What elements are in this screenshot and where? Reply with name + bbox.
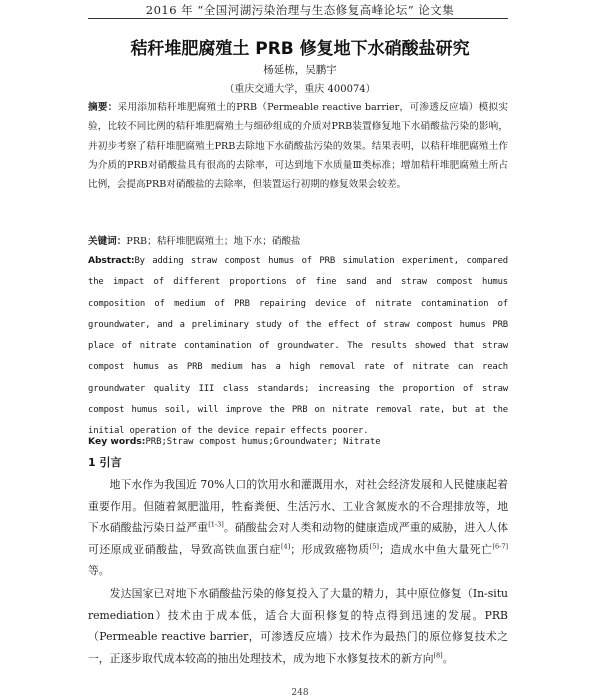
abstract-en-label: Abstract: <box>88 255 135 266</box>
para1-text-b: 。硝酸盐会对人类和动物的健康造成严重的威胁，进入人体可还原成亚硝酸盐，导致高铁血蛋白症 <box>88 521 509 556</box>
abstract-en-text: By adding straw compost humus of PRB simulation experiment, compared the impact of different proportions of fine sand and straw compost humus composition of medium of PRB repairing device of nitrate contamination of groundwater, and a preliminary study of the effect of straw compost humus PRB place of nitrate contamination of groundwater. The results showed that straw compost humus as PRB medium has a high removal rate of nitrate can reach groundwater quality III class standards; increasing the proportion of straw compost humus soil, will improve the PRB on nitrate removal rate, but at the initial operation of the device repair effects poorer. <box>88 256 508 437</box>
section-heading-introduction: 1 引言 <box>88 456 122 469</box>
abstract-cn-label: 摘要： <box>88 102 118 113</box>
abstract-cn <box>88 98 508 194</box>
body-paragraph-1 <box>88 474 508 582</box>
para2-text-a: 发达国家已对地下水硝酸盐污染的修复投入了大量的精力，其中原位修复（In-situ remediation）技术由于成本低，适合大面积修复的特点得到迅速的发展。PRB（Permeable reactive barrier，可渗透反应墙）技术作为最热门的原位修复技术之一，正逐步取代成本较高的抽出处理技术，成为地下水修复技术的新方向 <box>88 587 508 665</box>
citation-ref: [5] <box>369 542 379 551</box>
keywords-cn-text: PRB；秸秆堆肥腐殖土；地下水；硝酸盐 <box>126 236 301 247</box>
citation-ref: [1-3] <box>208 520 224 529</box>
body-paragraph-2 <box>88 583 508 669</box>
paper-authors: 杨延栋，吴鹏宇 <box>263 64 337 76</box>
citation-ref: [8] <box>433 651 443 660</box>
keywords-en-label: Key words: <box>88 436 146 447</box>
para1-text-d: ；造成水中鱼大量死亡 <box>378 542 493 556</box>
keywords-cn <box>88 232 508 251</box>
keywords-en-text: PRB;Straw compost humus;Groundwater; Nitrate <box>145 437 381 447</box>
citation-ref: [4] <box>281 542 291 551</box>
para1-text-a: 地下水作为我国近 70%人口的饮用水和灌溉用水，对社会经济发展和人民健康起着重要作用。但随着氮肥滥用，牲畜粪便、生活污水、工业含氮废水的不合理排放等，地下水硝酸盐污染日益严重 <box>88 478 508 535</box>
page-number: 248 <box>291 688 309 698</box>
abstract-cn-text: 采用添加秸秆堆肥腐殖土的PRB（Permeable reactive barrier，可渗透反应墙）模拟实验，比较不同比例的秸秆堆肥腐殖土与细砂组成的介质对PRB装置修复地下水硝酸盐污染的影响，并初步考察了秸秆堆肥腐殖土PRB去除地下水硝酸盐污染的效果。结果表明，以秸秆堆肥腐殖土作为介质的PRB对硝酸盐具有很高的去除率，可达到地下水质量Ⅲ类标准；增加秸秆堆肥腐殖土所占比例，会提高PRB对硝酸盐的去除率，但装置运行初期的修复效果会较差。 <box>88 102 508 191</box>
abstract-en <box>88 250 508 443</box>
keywords-cn-label: 关键词： <box>88 236 127 247</box>
para2-text-b: 。 <box>442 651 454 665</box>
running-header: 2016 年 “全国河湖污染治理与生态修复高峰论坛” 论文集 <box>145 3 455 17</box>
para1-text-c: ；形成致癌物质 <box>290 542 370 556</box>
citation-ref: [6-7] <box>492 542 509 551</box>
para1-text-e: 等。 <box>88 564 110 578</box>
keywords-en <box>88 432 508 452</box>
header-rule <box>88 18 508 19</box>
paper-title: 秸秆堆肥腐殖土 PRB 修复地下水硝酸盐研究 <box>130 39 470 59</box>
paper-affiliation: （重庆交通大学，重庆 400074） <box>224 84 376 95</box>
